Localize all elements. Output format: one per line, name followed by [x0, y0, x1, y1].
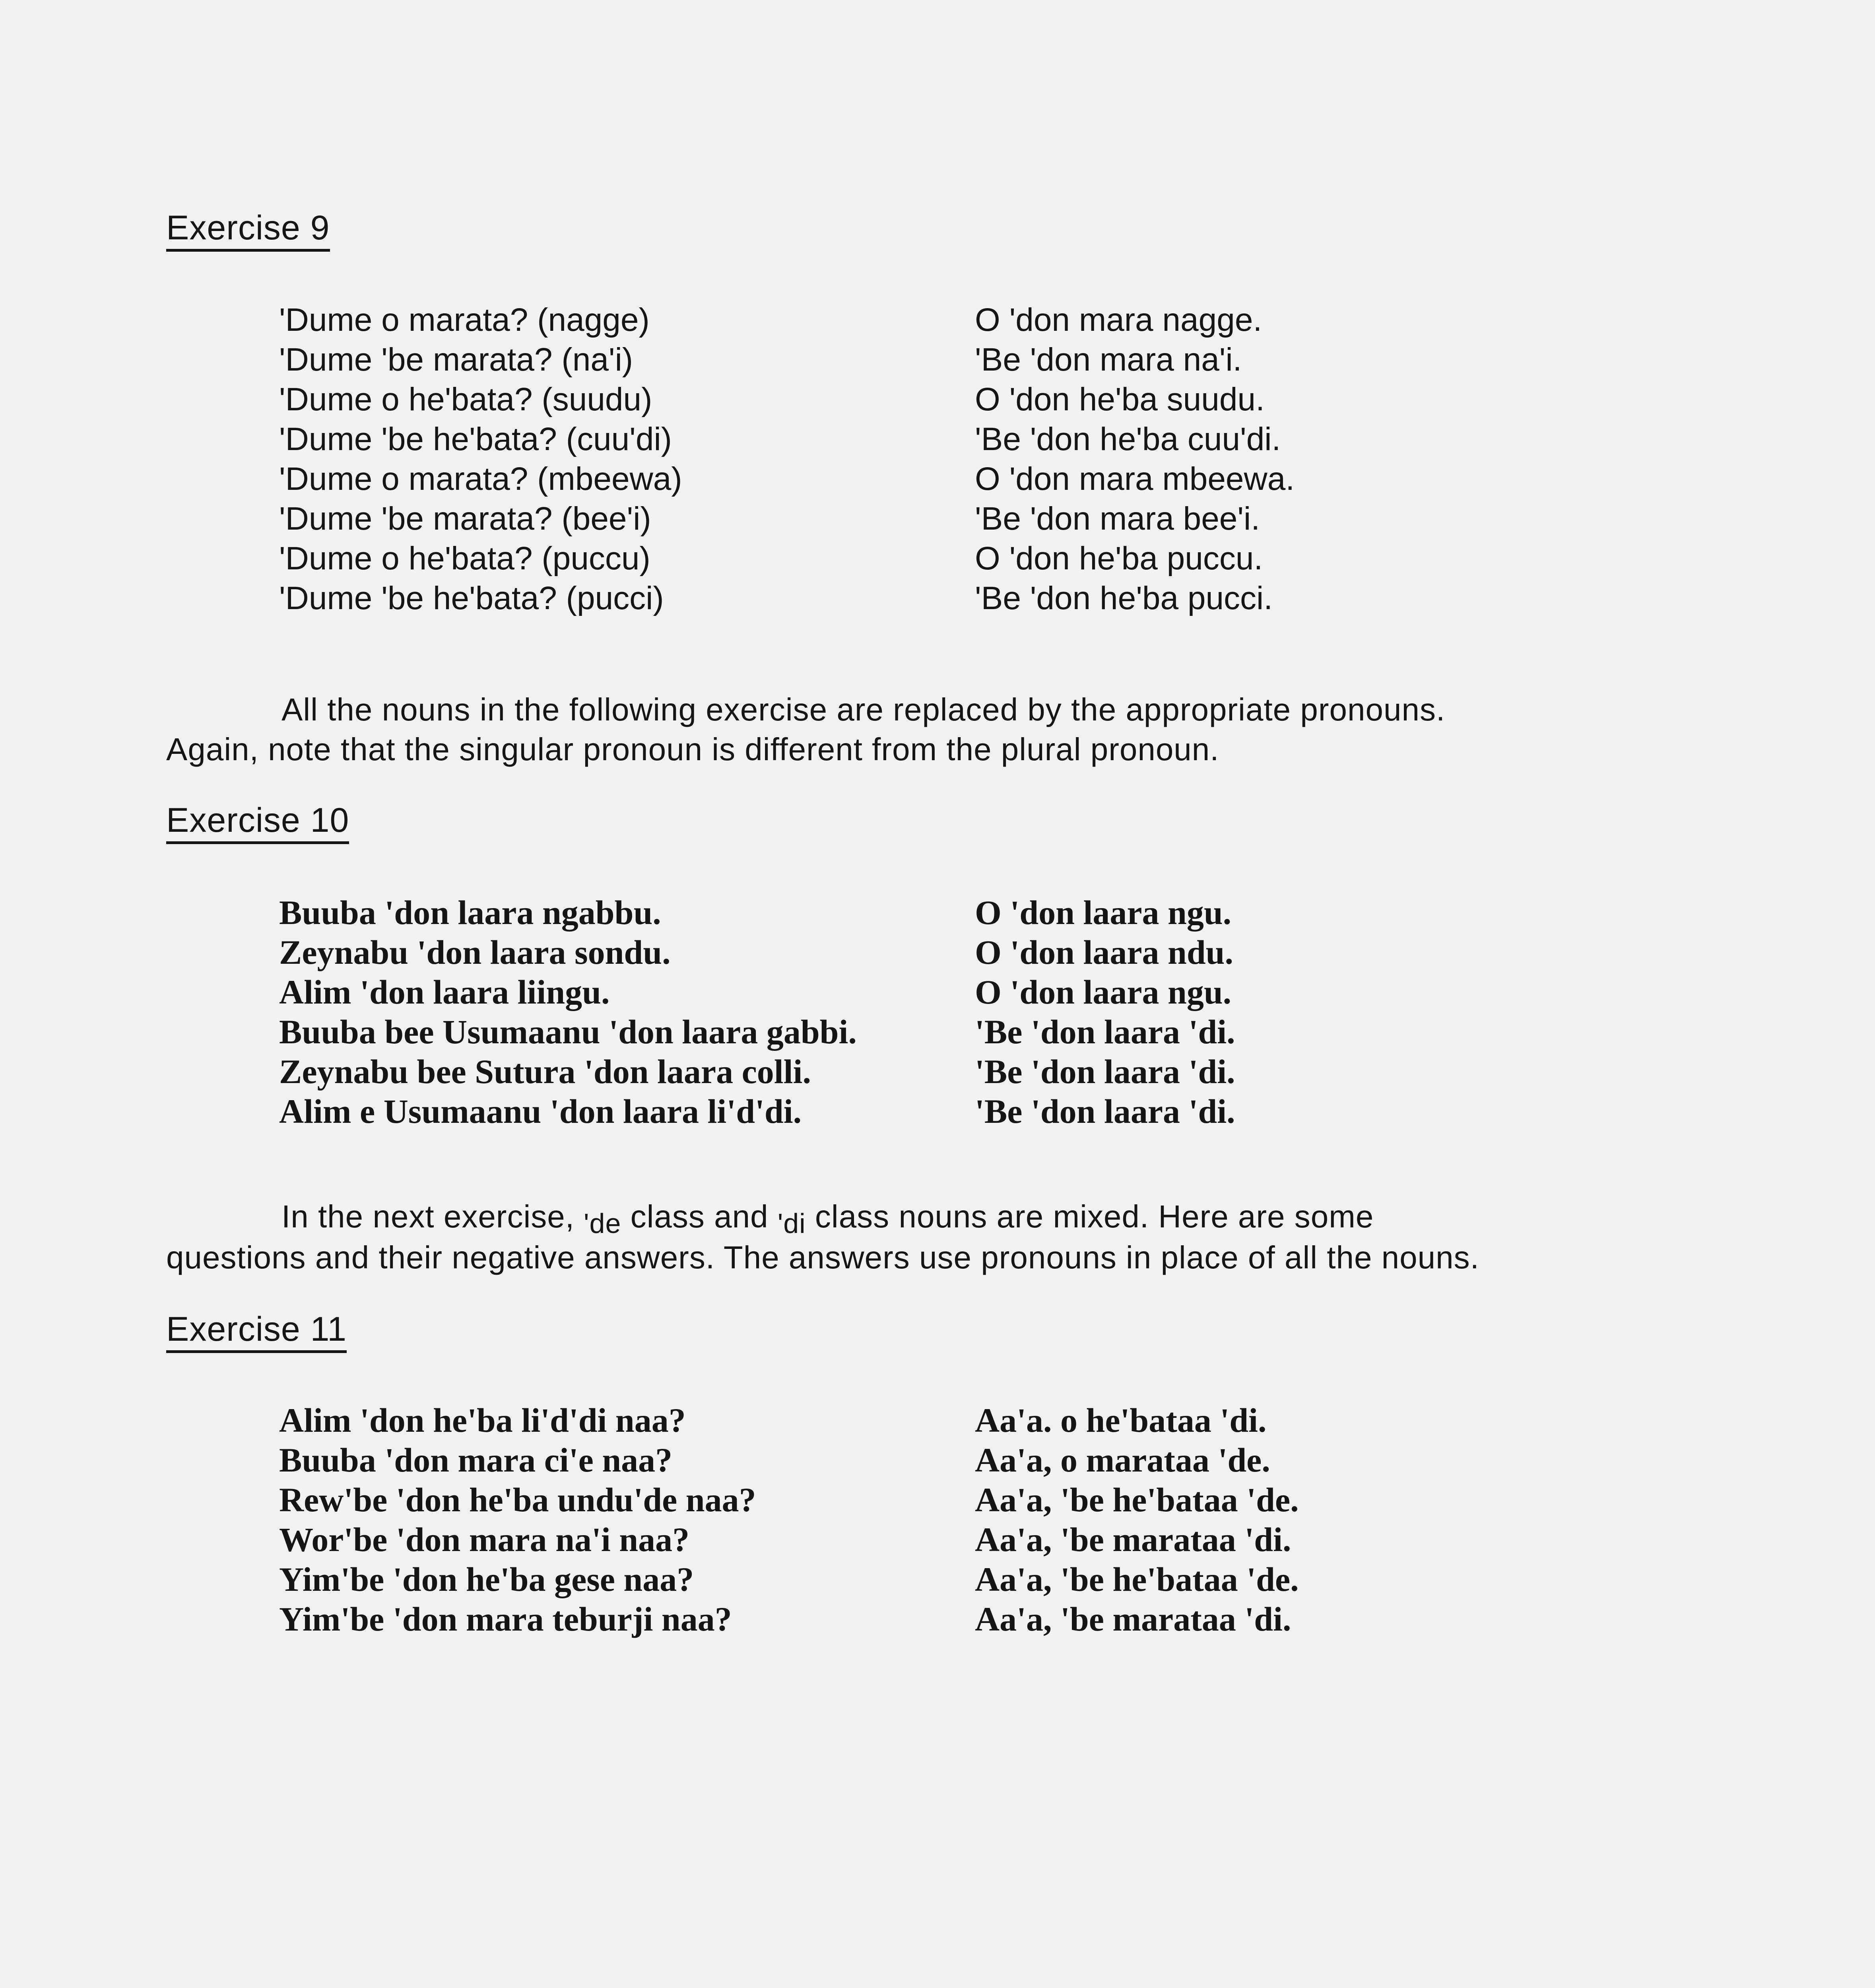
instruction-paragraph-2	[166, 1197, 1757, 1277]
paragraph-line: Again, note that the singular pronoun is different from the plural pronoun.	[166, 732, 1219, 767]
question: Alim 'don he'ba li'd'di naa?	[279, 1401, 686, 1439]
de-class-label: 'de	[584, 1208, 621, 1239]
question: Alim 'don laara liingu.	[279, 973, 610, 1011]
question: Buuba 'don mara ci'e naa?	[279, 1441, 673, 1479]
question: Alim e Usumaanu 'don laara li'd'di.	[279, 1092, 802, 1130]
question: Zeynabu bee Sutura 'don laara colli.	[279, 1052, 811, 1091]
exercise-row	[0, 1520, 1875, 1559]
exercise-10-list	[0, 893, 1875, 1131]
exercise-row	[0, 972, 1875, 1012]
question: 'Dume 'be he'bata? (pucci)	[279, 580, 664, 616]
paragraph-line: All the nouns in the following exercise are replaced by the appropriate pronouns.	[281, 692, 1446, 727]
paragraph-text: class nouns are mixed. Here are some	[806, 1199, 1374, 1234]
answer: 'Be 'don laara 'di.	[975, 1013, 1235, 1051]
answer: Aa'a, 'be he'bataa 'de.	[975, 1560, 1299, 1598]
question: 'Dume o he'bata? (suudu)	[279, 381, 652, 417]
question: Zeynabu 'don laara sondu.	[279, 933, 671, 971]
question: 'Dume 'be he'bata? (cuu'di)	[279, 421, 672, 457]
answer: Aa'a, 'be marataa 'di.	[975, 1520, 1291, 1559]
question: 'Dume o marata? (nagge)	[279, 302, 650, 338]
exercise-row	[0, 932, 1875, 972]
exercise-row	[0, 419, 1875, 459]
exercise-11-list	[0, 1400, 1875, 1639]
exercise-row	[0, 1091, 1875, 1131]
answer: O 'don laara ngu.	[975, 973, 1232, 1011]
question: Wor'be 'don mara na'i naa?	[279, 1520, 690, 1559]
answer: Aa'a, 'be he'bataa 'de.	[975, 1481, 1299, 1519]
answer: Aa'a, 'be marataa 'di.	[975, 1600, 1291, 1638]
question: Buuba 'don laara ngabbu.	[279, 893, 661, 932]
answer: O 'don he'ba suudu.	[975, 381, 1265, 417]
exercise-10-heading: Exercise 10	[166, 803, 349, 844]
exercise-row	[0, 1440, 1875, 1480]
paragraph-line	[166, 1197, 1757, 1238]
exercise-row	[0, 1052, 1875, 1091]
question: 'Dume 'be marata? (bee'i)	[279, 501, 651, 537]
exercise-row	[0, 539, 1875, 579]
paragraph-line: questions and their negative answers. The answers use pronouns in place of all the nouns.	[166, 1240, 1479, 1275]
instruction-paragraph-1	[166, 690, 1757, 769]
exercise-11-heading: Exercise 11	[166, 1312, 347, 1353]
di-class-label: 'di	[777, 1208, 806, 1239]
exercise-row	[0, 380, 1875, 419]
answer: O 'don laara ngu.	[975, 893, 1232, 932]
exercise-row	[0, 1559, 1875, 1599]
question: Buuba bee Usumaanu 'don laara gabbi.	[279, 1013, 857, 1051]
exercise-row	[0, 300, 1875, 340]
answer: Aa'a. o he'bataa 'di.	[975, 1401, 1267, 1439]
exercise-row	[0, 340, 1875, 380]
answer: 'Be 'don laara 'di.	[975, 1052, 1235, 1091]
answer: 'Be 'don he'ba pucci.	[975, 580, 1273, 616]
answer: O 'don mara mbeewa.	[975, 461, 1295, 497]
answer: O 'don laara ndu.	[975, 933, 1233, 971]
exercise-row	[0, 499, 1875, 539]
exercise-row	[0, 459, 1875, 499]
question: 'Dume o marata? (mbeewa)	[279, 461, 682, 497]
question: 'Dume o he'bata? (puccu)	[279, 540, 650, 577]
question: Yim'be 'don he'ba gese naa?	[279, 1560, 694, 1598]
exercise-row	[0, 579, 1875, 618]
answer: Aa'a, o marataa 'de.	[975, 1441, 1270, 1479]
paragraph-text: In the next exercise,	[281, 1199, 584, 1234]
exercise-9-list	[0, 300, 1875, 618]
exercise-row	[0, 1012, 1875, 1052]
paragraph-text: class and	[621, 1199, 778, 1234]
exercise-row	[0, 1400, 1875, 1440]
exercise-row	[0, 893, 1875, 932]
exercise-9-heading: Exercise 9	[166, 211, 330, 252]
answer: 'Be 'don mara na'i.	[975, 342, 1242, 378]
answer: 'Be 'don he'ba cuu'di.	[975, 421, 1281, 457]
question: Rew'be 'don he'ba undu'de naa?	[279, 1481, 756, 1519]
answer: 'Be 'don mara bee'i.	[975, 501, 1260, 537]
answer: 'Be 'don laara 'di.	[975, 1092, 1235, 1130]
answer: O 'don he'ba puccu.	[975, 540, 1263, 577]
exercise-row	[0, 1599, 1875, 1639]
answer: O 'don mara nagge.	[975, 302, 1262, 338]
exercise-row	[0, 1480, 1875, 1520]
question: Yim'be 'don mara teburji naa?	[279, 1600, 732, 1638]
question: 'Dume 'be marata? (na'i)	[279, 342, 633, 378]
